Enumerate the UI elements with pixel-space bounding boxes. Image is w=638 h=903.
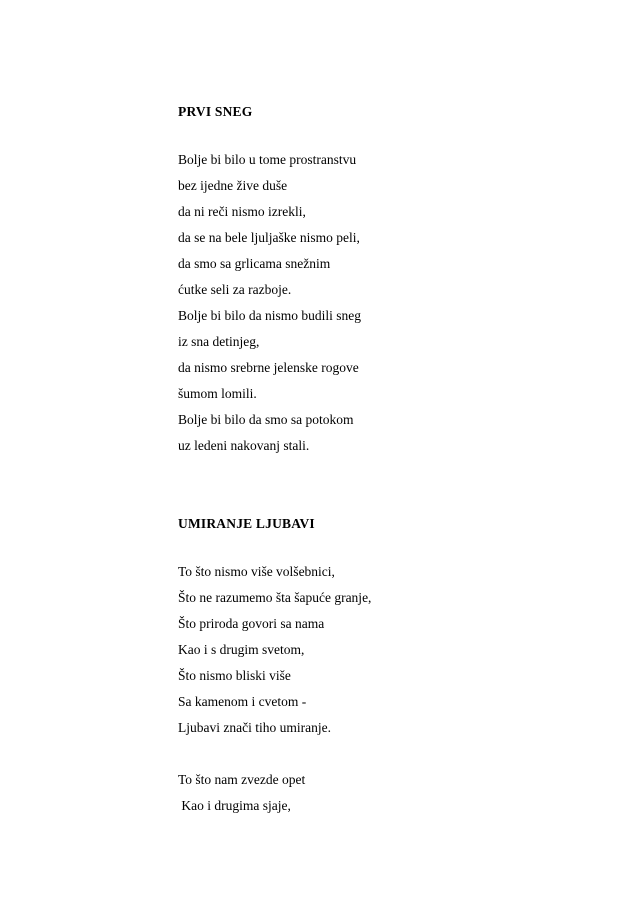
poem-line: Sa kamenom i cvetom - <box>178 694 307 709</box>
poem-line: Bolje bi bilo da nismo budili sneg <box>178 308 361 323</box>
poem-line: Bolje bi bilo u tome prostranstvu <box>178 152 357 167</box>
poem-line: bez ijedne žive duše <box>178 178 288 193</box>
poem-line: Bolje bi bilo da smo sa potokom <box>178 412 354 427</box>
poem-line: ćutke seli za razboje. <box>178 282 292 297</box>
poem-line: šumom lomili. <box>178 386 257 401</box>
poem-line: Kao i s drugim svetom, <box>178 642 305 657</box>
poem-line: da nismo srebrne jelenske rogove <box>178 360 359 375</box>
poem-line: da ni reči nismo izrekli, <box>178 204 306 219</box>
poem-line: uz ledeni nakovanj stali. <box>178 438 310 453</box>
poem-title: PRVI SNEG <box>178 104 253 119</box>
poem-line: Što ne razumemo šta šapuće granje, <box>178 590 372 605</box>
poem-line: iz sna detinjeg, <box>178 334 260 349</box>
poem-line: da smo sa grlicama snežnim <box>178 256 331 271</box>
poem-line: Kao i drugima sjaje, <box>178 798 291 813</box>
poem-line: To što nam zvezde opet <box>178 772 306 787</box>
poem-line: Što priroda govori sa nama <box>178 616 325 631</box>
poem-title: UMIRANJE LJUBAVI <box>178 516 315 531</box>
poem-line: da se na bele ljuljaške nismo peli, <box>178 230 360 245</box>
poem-line: Ljubavi znači tiho umiranje. <box>178 720 331 735</box>
poem-line: To što nismo više volšebnici, <box>178 564 335 579</box>
poem-line: Što nismo bliski više <box>178 668 291 683</box>
